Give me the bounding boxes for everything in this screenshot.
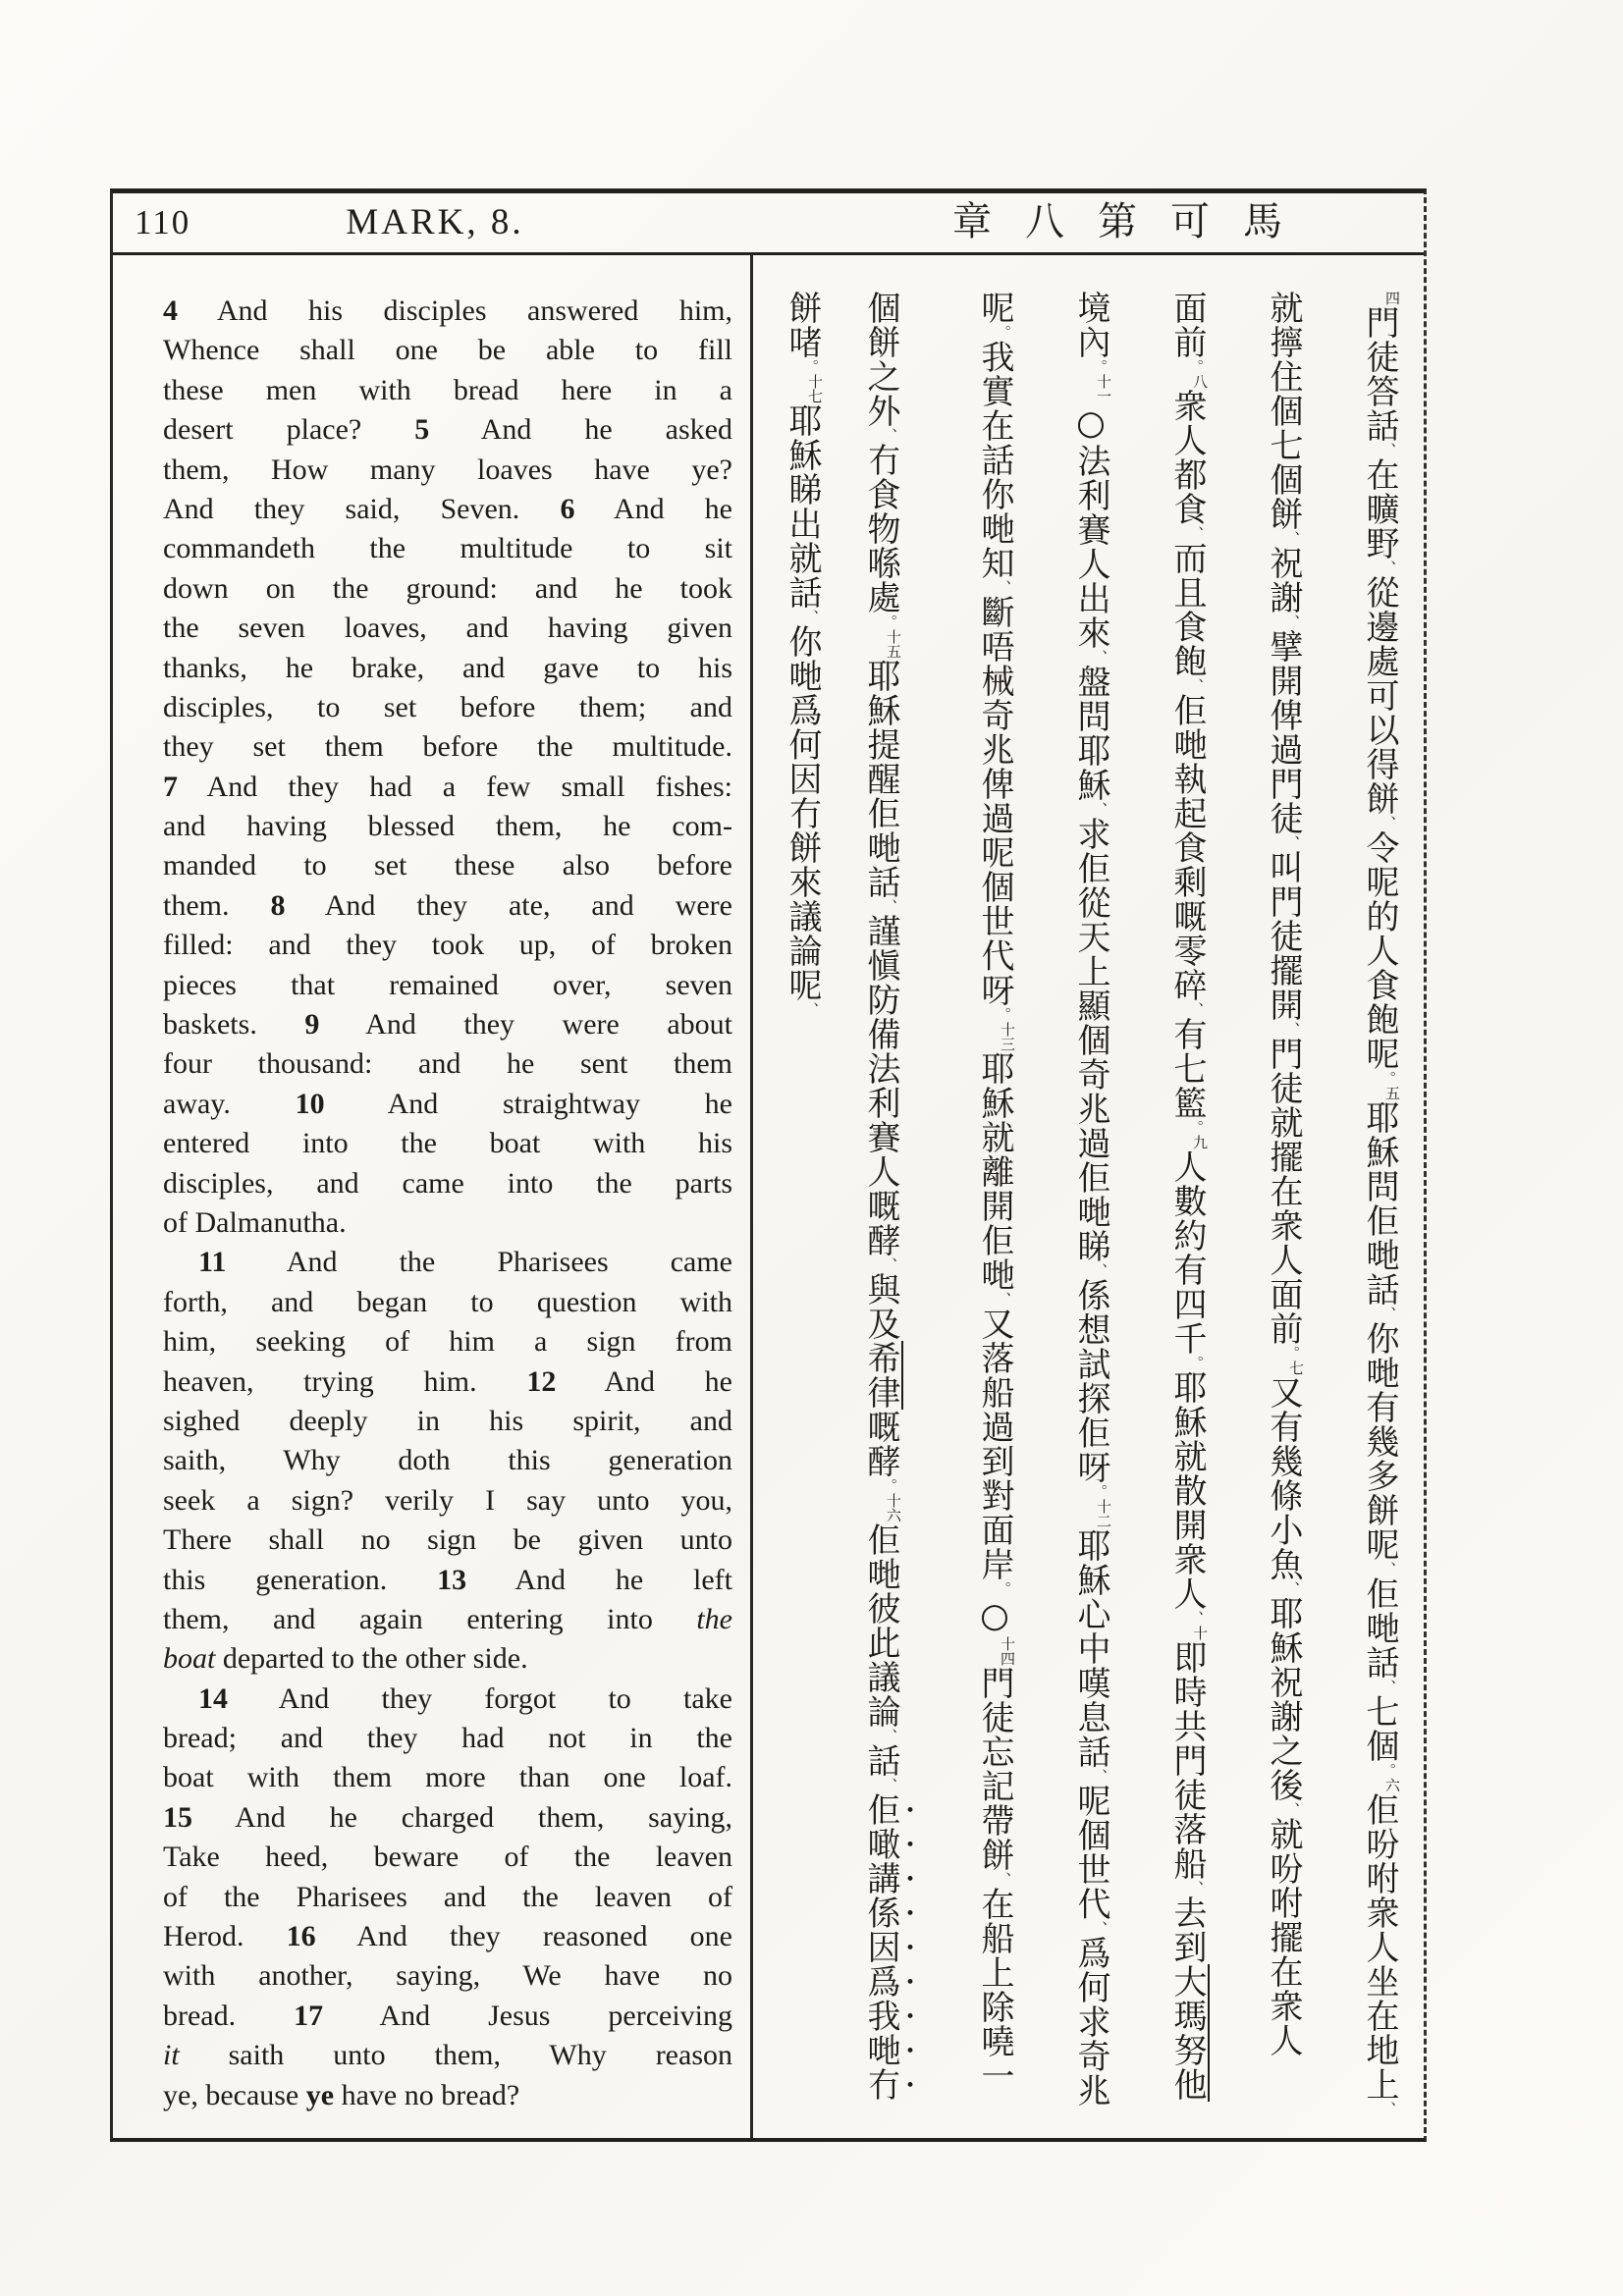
english-text-line: Herod. 16 And they reasoned one: [163, 1920, 732, 1953]
english-text-line: with another, saying, We have no: [163, 1959, 732, 1993]
verse-number-marker: 十二: [1095, 1499, 1112, 1528]
chinese-text-column: 呢。我實在話你哋知、斷唔械奇兆俾過呢個世代呀。十三耶穌就離開佢哋、又落船過到對面岸。○十四門徒忘記帶餅、在船上除嘵一: [975, 291, 1016, 2093]
verse-number-marker: 七: [1287, 1361, 1305, 1375]
english-text-line: heaven, trying him. 12 And he: [163, 1364, 732, 1398]
english-text-line: manded to set these also before: [163, 849, 732, 882]
cjk-punctuation: 、: [1283, 531, 1301, 546]
page-header: [113, 193, 1424, 255]
english-text-line: them. 8 And they ate, and were: [163, 888, 732, 922]
cjk-punctuation: 。: [1091, 1484, 1109, 1499]
english-text-line: 7 And they had a few small fishes:: [163, 770, 732, 803]
cjk-punctuation: 、: [1091, 1263, 1109, 1278]
cjk-punctuation: 、: [1091, 1921, 1109, 1936]
cjk-punctuation: 。: [995, 1581, 1012, 1596]
english-text-line: them, and again entering into the: [163, 1602, 732, 1635]
cjk-punctuation: 。: [995, 325, 1012, 340]
cjk-punctuation: 、: [1283, 1581, 1301, 1596]
emphasized-text: 佢噉講係因爲我哋冇: [861, 1792, 900, 2102]
cjk-punctuation: 、: [995, 580, 1012, 595]
cjk-punctuation: 、: [1187, 678, 1205, 693]
english-text-line: 15 And he charged them, saying,: [163, 1800, 732, 1834]
cjk-punctuation: 、: [1091, 650, 1109, 665]
english-text-line: and having blessed them, he com-: [163, 810, 732, 843]
cjk-punctuation: 。: [1091, 359, 1109, 374]
verse-number-marker: 十七: [806, 374, 824, 403]
english-text-line: seek a sign? verily I say unto you,: [163, 1483, 732, 1517]
english-text-line: sighed deeply in his spirit, and: [163, 1404, 732, 1437]
english-text-line: away. 10 And straightway he: [163, 1087, 732, 1120]
cjk-punctuation: 、: [881, 1729, 898, 1743]
cjk-punctuation: 、: [1283, 1802, 1301, 1817]
cjk-punctuation: 、: [1091, 802, 1109, 817]
english-text-line: saith, Why doth this generation: [163, 1444, 732, 1477]
english-text-line: And they said, Seven. 6 And he: [163, 492, 732, 525]
chinese-text-column: 就擰住個七個餅、祝謝、擘開俾過門徒、叫門徒擺開、門徒就擺在衆人面前。七又有幾條小魚、耶穌祝謝之後、就吩咐擺在衆人: [1264, 291, 1305, 2057]
english-text-line: filled: and they took up, of broken: [163, 929, 732, 962]
english-text-line: pieces that remained over, seven: [163, 968, 732, 1001]
verse-number-marker: 十一: [1095, 374, 1112, 403]
english-text-line: him, seeking of him a sign from: [163, 1325, 732, 1359]
cjk-punctuation: 、: [1380, 1680, 1397, 1694]
english-text-line: forth, and began to question with: [163, 1285, 732, 1318]
cjk-punctuation: 。: [881, 614, 898, 629]
verse-number-marker: 八: [1191, 374, 1209, 389]
cjk-punctuation: 、: [1380, 561, 1397, 575]
english-text-line: 14 And they forgot to take: [198, 1682, 732, 1715]
column-divider-rule: [750, 252, 753, 2138]
english-text-line: they set them before the multitude.: [163, 730, 732, 764]
cjk-punctuation: 。: [802, 359, 820, 374]
cjk-punctuation: 。: [1380, 1763, 1397, 1778]
cjk-punctuation: 、: [1091, 1769, 1109, 1784]
chinese-text-column: 餅啫。十七耶穌睇出就話、你哋爲何因冇餅來議論呢、: [783, 291, 824, 1017]
cjk-punctuation: 、: [881, 1778, 898, 1792]
proper-name-mark: 大瑪努他: [1167, 1964, 1210, 2102]
english-text-line: Take heed, beware of the leaven: [163, 1841, 732, 1874]
english-text-line: disciples, to set before them; and: [163, 690, 732, 723]
cjk-punctuation: 、: [995, 1872, 1012, 1887]
cjk-punctuation: 。: [1283, 1346, 1301, 1361]
chinese-text-column: 面前。八衆人都食、而且食飽、佢哋執起食剩嘅零碎、有七籃。九人數約有四千。耶穌就散開衆人、十即時共門徒落船、去到大瑪努他: [1167, 291, 1209, 2102]
running-title-chinese: 章八第可馬: [952, 199, 1316, 244]
english-text-line: boat departed to the other side.: [163, 1642, 528, 1676]
english-text-line: 4 And his disciples answered him,: [163, 294, 732, 327]
verse-number-marker: 六: [1383, 1778, 1401, 1792]
english-text-line: entered into the boat with his: [163, 1127, 732, 1160]
chinese-text-column: 四門徒答話、在曠野、從邊處可以得餅、令呢的人食飽呢。五耶穌問佢哋話、你哋有幾多餅呢、佢哋話、七個。六佢吩咐衆人坐在地上、: [1360, 291, 1401, 2116]
cjk-punctuation: 、: [1283, 1022, 1301, 1037]
english-text-line: boat with them more than one loaf.: [163, 1761, 732, 1794]
english-text-line: four thousand: and he sent them: [163, 1047, 732, 1081]
english-text-line: commandeth the multitude to sit: [163, 532, 732, 565]
verse-number-marker: 十三: [999, 1022, 1016, 1051]
english-text-line: There shall no sign be given unto: [163, 1523, 732, 1557]
proper-name-mark: 希律: [861, 1341, 903, 1410]
cjk-punctuation: 、: [1187, 1611, 1205, 1626]
verse-number-marker: 十: [1191, 1626, 1209, 1640]
cjk-punctuation: 、: [802, 1002, 820, 1017]
english-text-line: the seven loaves, and having given: [163, 612, 732, 645]
cjk-punctuation: 、: [1187, 1881, 1205, 1896]
verse-number-marker: 十五: [885, 629, 902, 659]
chinese-text-column: 境內。十一○法利賽人出來、盤問耶穌、求佢從天上顯個奇兆過佢哋睇、係想試探佢呀。十二耶穌心中嘆息話、呢個世代、爲何求奇兆: [1071, 291, 1112, 2108]
cjk-punctuation: 。: [1380, 1071, 1397, 1086]
cjk-punctuation: 、: [881, 428, 898, 443]
verse-number-marker: 十六: [885, 1493, 902, 1522]
cjk-punctuation: 、: [802, 610, 820, 624]
cjk-punctuation: 、: [1283, 835, 1301, 850]
cjk-punctuation: 、: [1187, 1002, 1205, 1017]
english-text-line: disciples, and came into the parts: [163, 1166, 732, 1200]
english-text-line: Whence shall one be able to fill: [163, 334, 732, 367]
english-text-line: bread. 17 And Jesus perceiving: [163, 1999, 732, 2032]
cjk-punctuation: 。: [881, 1478, 898, 1493]
english-text-line: it saith unto them, Why reason: [163, 2039, 732, 2072]
english-text-line: this generation. 13 And he left: [163, 1563, 732, 1596]
english-text-line: baskets. 9 And they were about: [163, 1008, 732, 1041]
cjk-punctuation: 、: [1380, 443, 1397, 457]
cjk-punctuation: 、: [1380, 1307, 1397, 1321]
english-text-line: of Dalmanutha.: [163, 1205, 347, 1239]
english-text-line: these men with bread here in a: [163, 373, 732, 406]
cjk-punctuation: 、: [881, 1257, 898, 1272]
verse-number-marker: 四: [1383, 291, 1401, 305]
english-text-line: thanks, he brake, and gave to his: [163, 651, 732, 684]
english-text-column: [163, 292, 732, 2115]
english-text-line: ye, because ye have no bread?: [163, 2078, 520, 2111]
english-text-line: desert place? 5 And he asked: [163, 413, 732, 447]
cjk-punctuation: 、: [1380, 1562, 1397, 1576]
cjk-punctuation: 、: [1187, 526, 1205, 541]
running-title-english: MARK, 8.: [346, 202, 524, 242]
cjk-punctuation: 、: [1380, 2102, 1397, 2116]
cjk-punctuation: 、: [995, 1292, 1012, 1307]
english-text-line: 11 And the Pharisees came: [198, 1246, 732, 1279]
english-text-line: of the Pharisees and the leaven of: [163, 1880, 732, 1913]
chinese-text-column: 個餅之外、冇食物喺處。十五耶穌提醒佢哋話、謹愼防備法利賽人嘅酵、與及希律嘅酵。十六佢哋彼此議論、話、佢噉講係因爲我哋冇: [861, 291, 902, 2102]
cjk-punctuation: 。: [995, 1007, 1012, 1022]
english-text-line: them, How many loaves have ye?: [163, 453, 732, 486]
cjk-punctuation: 。: [1187, 359, 1205, 374]
cjk-punctuation: 、: [881, 899, 898, 914]
page-number: 110: [135, 203, 191, 241]
cjk-punctuation: 。: [1187, 1356, 1205, 1370]
cjk-punctuation: 。: [1187, 1120, 1205, 1135]
cjk-punctuation: 、: [1380, 816, 1397, 830]
verse-number-marker: 九: [1191, 1135, 1209, 1149]
verse-number-marker: 五: [1383, 1086, 1401, 1100]
english-text-line: bread; and they had not in the: [163, 1722, 732, 1755]
cjk-punctuation: 、: [1283, 614, 1301, 629]
verse-number-marker: 十四: [999, 1636, 1016, 1666]
english-text-line: down on the ground: and he took: [163, 571, 732, 605]
